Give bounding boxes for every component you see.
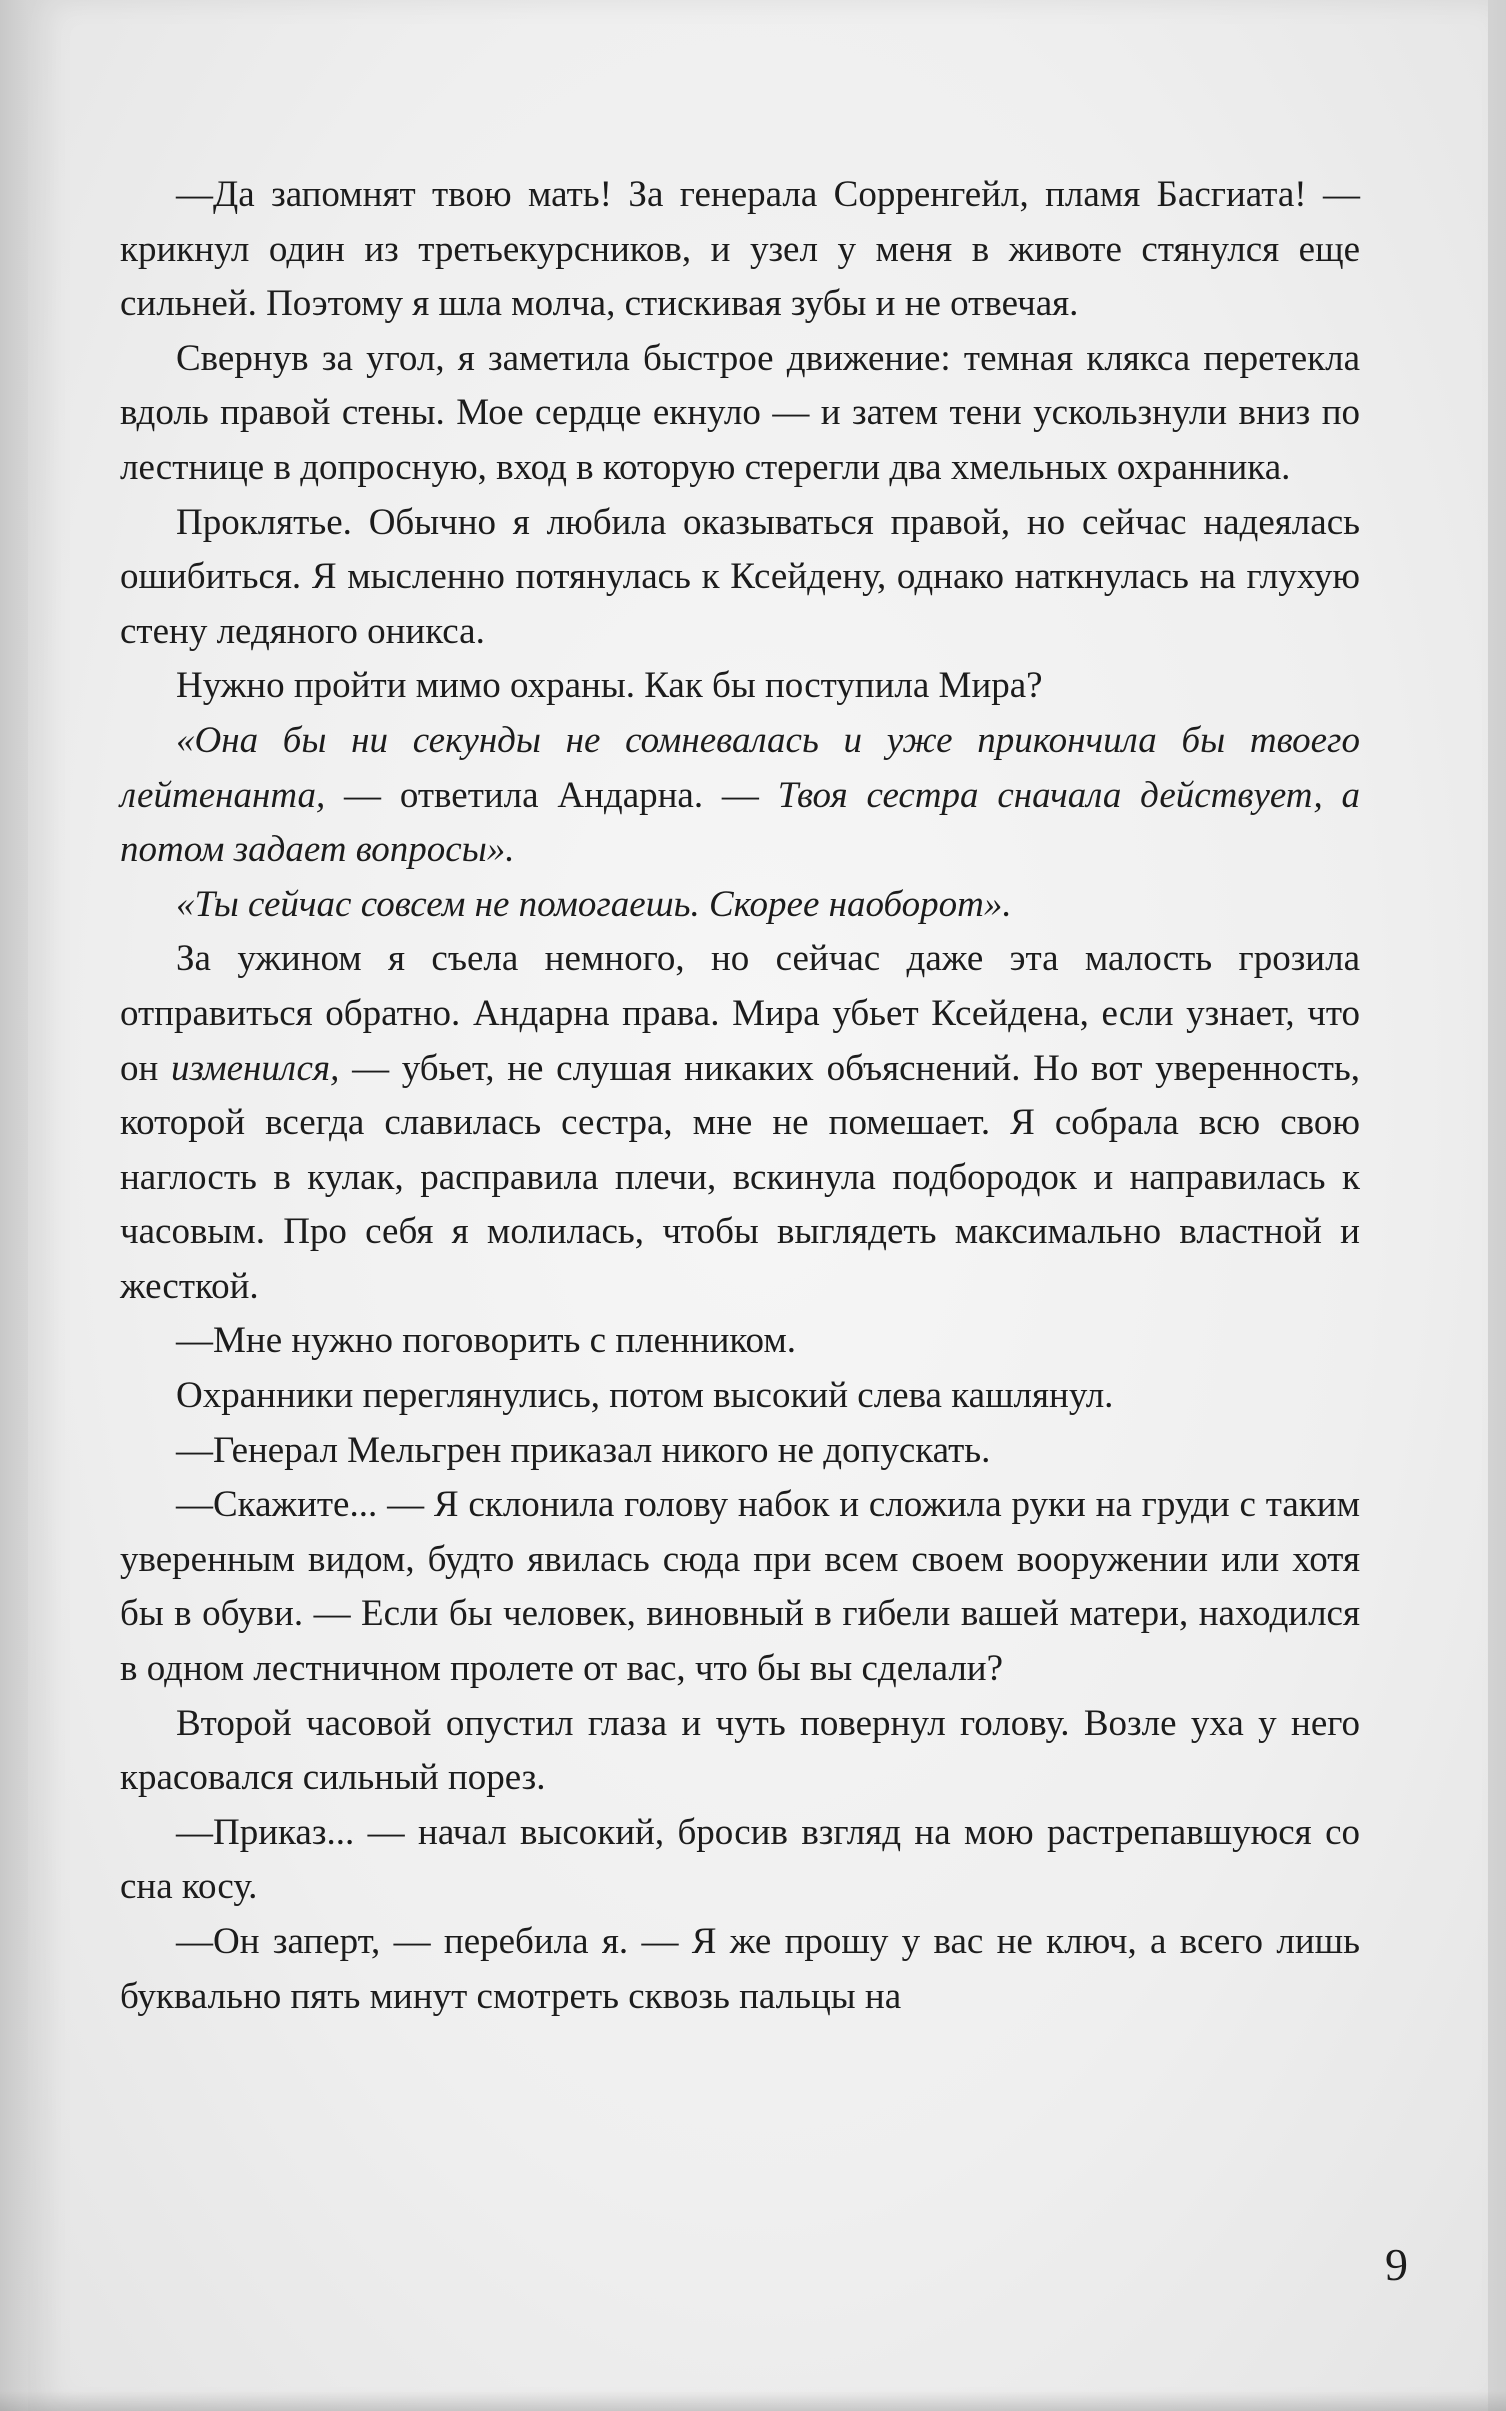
- italic-text: «Она бы ни секунды не сомневалась и уже прикончила бы твоего лейтенанта,: [120, 719, 1360, 816]
- text-run: Нужно пройти мимо охраны. Как бы поступила Мира?: [176, 665, 1043, 707]
- paragraph: [120, 932, 1360, 1314]
- paragraph: [120, 496, 1360, 660]
- paragraph: [120, 168, 1360, 332]
- paragraph: [120, 1697, 1360, 1806]
- text-run: —Мне нужно поговорить с пленником.: [176, 1320, 796, 1362]
- italic-text: Твоя сестра сначала действует, а потом задает вопросы».: [120, 774, 1360, 871]
- paragraph: [120, 332, 1360, 496]
- body-text: [120, 168, 1360, 2024]
- paragraph: [120, 1478, 1360, 1696]
- text-run: — ответила Андарна. —: [325, 774, 778, 816]
- book-page: [28, 0, 1488, 2411]
- text-run: —Генерал Мельгрен приказал никого не допускать.: [176, 1429, 991, 1471]
- page-number: 9: [1385, 2239, 1408, 2290]
- paragraph: [120, 1806, 1360, 1915]
- text-run: —Приказ... — начал высокий, бросив взгляд на мою растрепавшуюся со сна косу.: [120, 1811, 1360, 1908]
- paragraph: [120, 1369, 1360, 1424]
- paragraph: [120, 878, 1360, 933]
- text-run: Второй часовой опустил глаза и чуть повернул голову. Возле уха у него красовался сильный порез.: [120, 1702, 1360, 1799]
- text-run: —Да запомнят твою мать! За генерала Сорренгейл, пламя Басгиата! — крикнул один из третьекурсников, и узел у меня в животе стянулся еще сильней. Поэтому я шла молча, стискивая зубы и не отвечая.: [120, 174, 1360, 325]
- text-run: —Скажите... — Я склонила голову набок и сложила руки на груди с таким уверенным видом, будто явилась сюда при всем своем вооружении или хотя бы в обуви. — Если бы человек, виновный в гибели вашей матери, находился в одном лестничном пролете от вас, что бы вы сделали?: [120, 1484, 1360, 1690]
- paragraph: [120, 1314, 1360, 1369]
- text-run: Охранники переглянулись, потом высокий слева кашлянул.: [176, 1375, 1114, 1417]
- text-run: Проклятье. Обычно я любила оказываться правой, но сейчас надеялась ошибиться. Я мысленно потянулась к Ксейдену, однако наткнулась на глухую стену ледяного оникса.: [120, 501, 1360, 652]
- italic-text: изменился,: [171, 1047, 340, 1089]
- text-run: —Он заперт, — перебила я. — Я же прошу у вас не ключ, а всего лишь буквально пять минут смотреть сквозь пальцы на: [120, 1921, 1360, 2017]
- text-run: Свернув за угол, я заметила быстрое движение: темная клякса перетекла вдоль правой стены. Мое сердце екнуло — и затем тени ускользнули вниз по лестнице в допросную, вход в которую стерегли два хмельных охранника.: [120, 337, 1360, 488]
- paragraph: [120, 714, 1360, 878]
- text-run: — убьет, не слушая никаких объяснений. Но вот уверенность, которой всегда славилась сестра, мне не помешает. Я собрала всю свою наглость в кулак, расправила плечи, вскинула подбородок и направилась к часовым. Про себя я молилась, чтобы выглядеть максимально властной и жесткой.: [120, 1047, 1360, 1307]
- italic-text: «Ты сейчас совсем не помогаешь. Скорее наоборот».: [176, 883, 1012, 925]
- paragraph: [120, 1424, 1360, 1479]
- paragraph: [120, 659, 1360, 714]
- page-bottom-edge: [0, 2391, 1506, 2411]
- text-run: За ужином я съела немного, но сейчас даже эта малость грозила отправиться обратно. Андарна права. Мира убьет Ксейдена, если узнает, что он: [120, 938, 1360, 1089]
- paragraph: [120, 1915, 1360, 2024]
